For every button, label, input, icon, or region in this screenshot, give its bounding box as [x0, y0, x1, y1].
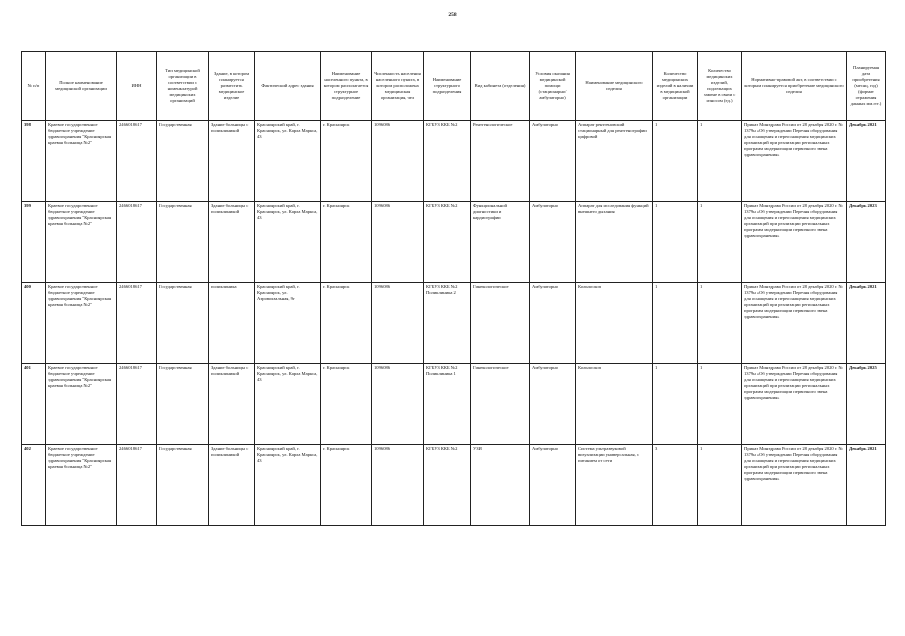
cell-population: 1096086 — [372, 121, 424, 202]
cell-structural-unit: КГБУЗ ККБ №2 — [424, 445, 471, 526]
cell-org-name: Краевое государственное бюджетное учреждение здравоохранения "Красноярская краевая больница №2" — [46, 202, 117, 283]
cell-inn: 2466018617 — [117, 121, 157, 202]
column-header: Вид кабинета (отделения) — [471, 52, 530, 121]
column-header: Наименование населенного пункта, в котором располагается структурное подразделение — [321, 52, 372, 121]
cell-row-number: 402 — [22, 445, 46, 526]
cell-address: Красноярский край, г. Красноярск, ул. Карла Маркса, 43 — [255, 445, 321, 526]
cell-purchase-date: Декабрь 2021 — [847, 445, 886, 526]
cell-inn: 2466018617 — [117, 364, 157, 445]
cell-cabinet-type: Функциональной диагностики и кардиографии — [471, 202, 530, 283]
cell-building: Здание больницы с поликлиникой — [209, 445, 255, 526]
cell-row-number: 399 — [22, 202, 46, 283]
cell-cabinet-type: Гинекологическое — [471, 283, 530, 364]
cell-structural-unit: КГБУЗ ККБ №2 Поликлиника 1 — [424, 364, 471, 445]
cell-legal-act: Приказ Минздрава России от 28 декабря 2020 г. № 1379н «Об утверждении Перечня оборудования для оснащения и переоснащения медицинских организаций при реализации региональных программ модернизации первичного звена здравоохранения» — [742, 364, 847, 445]
cell-row-number: 398 — [22, 121, 46, 202]
cell-qty-available: 3 — [653, 445, 698, 526]
cell-inn: 2466018617 — [117, 445, 157, 526]
cell-building: Здание больницы с поликлиникой — [209, 364, 255, 445]
cell-org-type: Государственная — [157, 202, 209, 283]
column-header: Здание, в котором планируется разместить медицинское изделие — [209, 52, 255, 121]
cell-device-name: Кольпоскоп — [576, 283, 653, 364]
cell-row-number: 400 — [22, 283, 46, 364]
cell-qty-available: 1 — [653, 202, 698, 283]
cell-qty-to-replace: 1 — [698, 445, 742, 526]
column-header: Планируемая дата приобретения (месяц, год) (формат отражения данных мм.ггг.) — [847, 52, 886, 121]
cell-org-type: Государственная — [157, 283, 209, 364]
cell-care-conditions: Амбулаторно — [530, 202, 576, 283]
column-header: Количество медицинских изделий в наличии в медицинской организации — [653, 52, 698, 121]
cell-locality: г. Красноярск — [321, 121, 372, 202]
cell-address: Красноярский край, г. Красноярск, ул. Аэровокзальная, 9г — [255, 283, 321, 364]
cell-locality: г. Красноярск — [321, 445, 372, 526]
cell-qty-to-replace: 1 — [698, 202, 742, 283]
cell-legal-act: Приказ Минздрава России от 28 декабря 2020 г. № 1379н «Об утверждении Перечня оборудования для оснащения и переоснащения медицинских организаций при реализации региональных программ модернизации первичного звена здравоохранения» — [742, 202, 847, 283]
cell-qty-to-replace: 1 — [698, 283, 742, 364]
cell-care-conditions: Амбулаторно — [530, 283, 576, 364]
column-header: Фактический адрес здания — [255, 52, 321, 121]
cell-care-conditions: Амбулаторно — [530, 364, 576, 445]
cell-org-type: Государственная — [157, 121, 209, 202]
cell-org-name: Краевое государственное бюджетное учреждение здравоохранения "Красноярская краевая больница №2" — [46, 445, 117, 526]
column-header: Условия оказания медицинской помощи (стационарно/амбулаторно) — [530, 52, 576, 121]
cell-legal-act: Приказ Минздрава России от 28 декабря 2020 г. № 1379н «Об утверждении Перечня оборудования для оснащения и переоснащения медицинских организаций при реализации региональных программ модернизации первичного звена здравоохранения» — [742, 283, 847, 364]
cell-structural-unit: КГБУЗ ККБ №2 Поликлиника 2 — [424, 283, 471, 364]
cell-purchase-date: Декабрь 2025 — [847, 364, 886, 445]
equipment-registry-table — [21, 51, 886, 526]
column-header: Нормативно-правовой акт, в соответствии с которым планируется приобретение медицинского изделия — [742, 52, 847, 121]
column-header: ИНН — [117, 52, 157, 121]
cell-locality: г. Красноярск — [321, 283, 372, 364]
cell-inn: 2466018617 — [117, 283, 157, 364]
column-header: Наименование медицинского изделия — [576, 52, 653, 121]
cell-qty-available: 1 — [653, 121, 698, 202]
cell-qty-to-replace: 1 — [698, 364, 742, 445]
cell-legal-act: Приказ Минздрава России от 28 декабря 2020 г. № 1379н «Об утверждении Перечня оборудования для оснащения и переоснащения медицинских организаций при реализации региональных программ модернизации первичного звена здравоохранения» — [742, 121, 847, 202]
cell-population: 1096086 — [372, 283, 424, 364]
table-row — [22, 283, 886, 364]
cell-row-number: 401 — [22, 364, 46, 445]
cell-cabinet-type: УЗИ — [471, 445, 530, 526]
cell-purchase-date: Декабрь 2021 — [847, 283, 886, 364]
cell-population: 1096086 — [372, 202, 424, 283]
cell-building: Здание больницы с поликлиникой — [209, 121, 255, 202]
cell-population: 1096086 — [372, 445, 424, 526]
cell-qty-to-replace: 1 — [698, 121, 742, 202]
cell-structural-unit: КГБУЗ ККБ №2 — [424, 121, 471, 202]
cell-purchase-date: Декабрь 2021 — [847, 121, 886, 202]
cell-building: Здание больницы с поликлиникой — [209, 202, 255, 283]
cell-qty-available: 1 — [653, 283, 698, 364]
table-row — [22, 202, 886, 283]
cell-cabinet-type: Гинекологическое — [471, 364, 530, 445]
cell-cabinet-type: Рентгенологическое — [471, 121, 530, 202]
cell-org-type: Государственная — [157, 445, 209, 526]
cell-purchase-date: Декабрь 2023 — [847, 202, 886, 283]
cell-care-conditions: Амбулаторно — [530, 445, 576, 526]
cell-care-conditions: Амбулаторно — [530, 121, 576, 202]
cell-locality: г. Красноярск — [321, 364, 372, 445]
cell-org-name: Краевое государственное бюджетное учреждение здравоохранения "Красноярская краевая больница №2" — [46, 121, 117, 202]
cell-inn: 2466018617 — [117, 202, 157, 283]
page-number: 258 — [448, 12, 457, 18]
table-row — [22, 445, 886, 526]
cell-device-name: Система ультразвуковой визуализации универсальная, с питанием от сети — [576, 445, 653, 526]
cell-address: Красноярский край, г. Красноярск, ул. Карла Маркса, 43 — [255, 121, 321, 202]
column-header: Количество медицинских изделий, подлежащих замене в связи с износом (ед.) — [698, 52, 742, 121]
table-row — [22, 364, 886, 445]
cell-org-type: Государственная — [157, 364, 209, 445]
cell-locality: г. Красноярск — [321, 202, 372, 283]
column-header: № п/п — [22, 52, 46, 121]
column-header: Численность населения населенного пункта, в котором расположена медицинская организация, чел — [372, 52, 424, 121]
cell-address: Красноярский край, г. Красноярск, ул. Карла Маркса, 43 — [255, 364, 321, 445]
cell-building: поликлиника — [209, 283, 255, 364]
table-row — [22, 121, 886, 202]
cell-qty-available: 1 — [653, 364, 698, 445]
cell-legal-act: Приказ Минздрава России от 28 декабря 2020 г. № 1379н «Об утверждении Перечня оборудования для оснащения и переоснащения медицинских организаций при реализации региональных программ модернизации первичного звена здравоохранения» — [742, 445, 847, 526]
cell-org-name: Краевое государственное бюджетное учреждение здравоохранения "Красноярская краевая больница №2" — [46, 364, 117, 445]
cell-device-name: Аппарат рентгеновский стационарный для рентгенографии цифровой — [576, 121, 653, 202]
column-header: Полное наименование медицинской организации — [46, 52, 117, 121]
cell-population: 1096086 — [372, 364, 424, 445]
table-header-row — [22, 52, 886, 121]
column-header: Тип медицинской организации в соответствии с номенклатурой медицинских организаций — [157, 52, 209, 121]
cell-device-name: Кольпоскоп — [576, 364, 653, 445]
cell-device-name: Аппарат для исследования функций внешнего дыхания — [576, 202, 653, 283]
column-header: Наименование структурного подразделения — [424, 52, 471, 121]
cell-org-name: Краевое государственное бюджетное учреждение здравоохранения "Красноярская краевая больница №2" — [46, 283, 117, 364]
cell-address: Красноярский край, г. Красноярск, ул. Карла Маркса, 43 — [255, 202, 321, 283]
cell-structural-unit: КГБУЗ ККБ №2 — [424, 202, 471, 283]
